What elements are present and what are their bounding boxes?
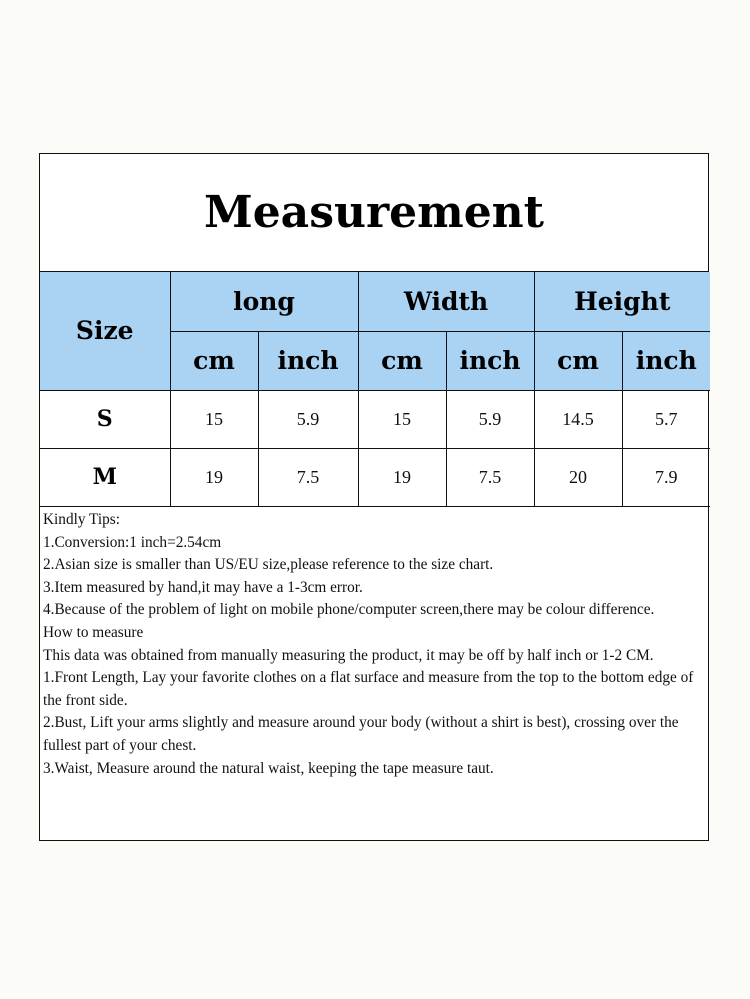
unit-header: cm xyxy=(358,331,446,390)
unit-header: inch xyxy=(446,331,534,390)
size-column-header: Size xyxy=(40,272,170,390)
table-cell: 14.5 xyxy=(534,390,622,448)
tip-line: 3.Waist, Measure around the natural waist, keeping the tape measure taut. xyxy=(43,759,494,777)
unit-header: cm xyxy=(534,331,622,390)
table-cell: 15 xyxy=(358,390,446,448)
size-label: M xyxy=(40,448,170,506)
page-title: Measurement xyxy=(40,154,708,272)
size-table xyxy=(40,272,710,507)
table-cell: 5.7 xyxy=(622,390,710,448)
tip-line: 1.Conversion:1 inch=2.54cm xyxy=(43,533,222,551)
unit-header: cm xyxy=(170,331,258,390)
how-to-measure-heading: How to measure xyxy=(43,623,144,641)
table-cell: 19 xyxy=(358,448,446,506)
measurement-card xyxy=(39,153,709,841)
tips-section xyxy=(43,509,709,780)
tip-line: 3.Item measured by hand,it may have a 1-3cm error. xyxy=(43,578,363,596)
group-header-height: Height xyxy=(534,272,710,331)
unit-header: inch xyxy=(622,331,710,390)
tip-line: This data was obtained from manually measuring the product, it may be off by half inch or 1-2 CM. xyxy=(43,646,654,664)
table-cell: 7.9 xyxy=(622,448,710,506)
group-header-width: Width xyxy=(358,272,534,331)
tip-line: 2.Bust, Lift your arms slightly and measure around your body (without a shirt is best), crossing over the fullest part of your chest. xyxy=(43,714,679,754)
tip-line: 2.Asian size is smaller than US/EU size,please reference to the size chart. xyxy=(43,556,494,574)
tip-line: 4.Because of the problem of light on mobile phone/computer screen,there may be colour difference. xyxy=(43,601,655,619)
tips-heading: Kindly Tips: xyxy=(43,511,120,528)
table-cell: 5.9 xyxy=(446,390,534,448)
group-header-long: long xyxy=(170,272,358,331)
table-cell: 7.5 xyxy=(446,448,534,506)
tip-line: 1.Front Length, Lay your favorite clothes on a flat surface and measure from the top to the bottom edge of the front side. xyxy=(43,669,694,709)
unit-header: inch xyxy=(258,331,358,390)
table-cell: 20 xyxy=(534,448,622,506)
table-row xyxy=(40,390,710,448)
table-cell: 19 xyxy=(170,448,258,506)
size-label: S xyxy=(40,390,170,448)
table-header-row xyxy=(40,272,710,331)
table-cell: 5.9 xyxy=(258,390,358,448)
table-cell: 15 xyxy=(170,390,258,448)
table-cell: 7.5 xyxy=(258,448,358,506)
table-row xyxy=(40,448,710,506)
